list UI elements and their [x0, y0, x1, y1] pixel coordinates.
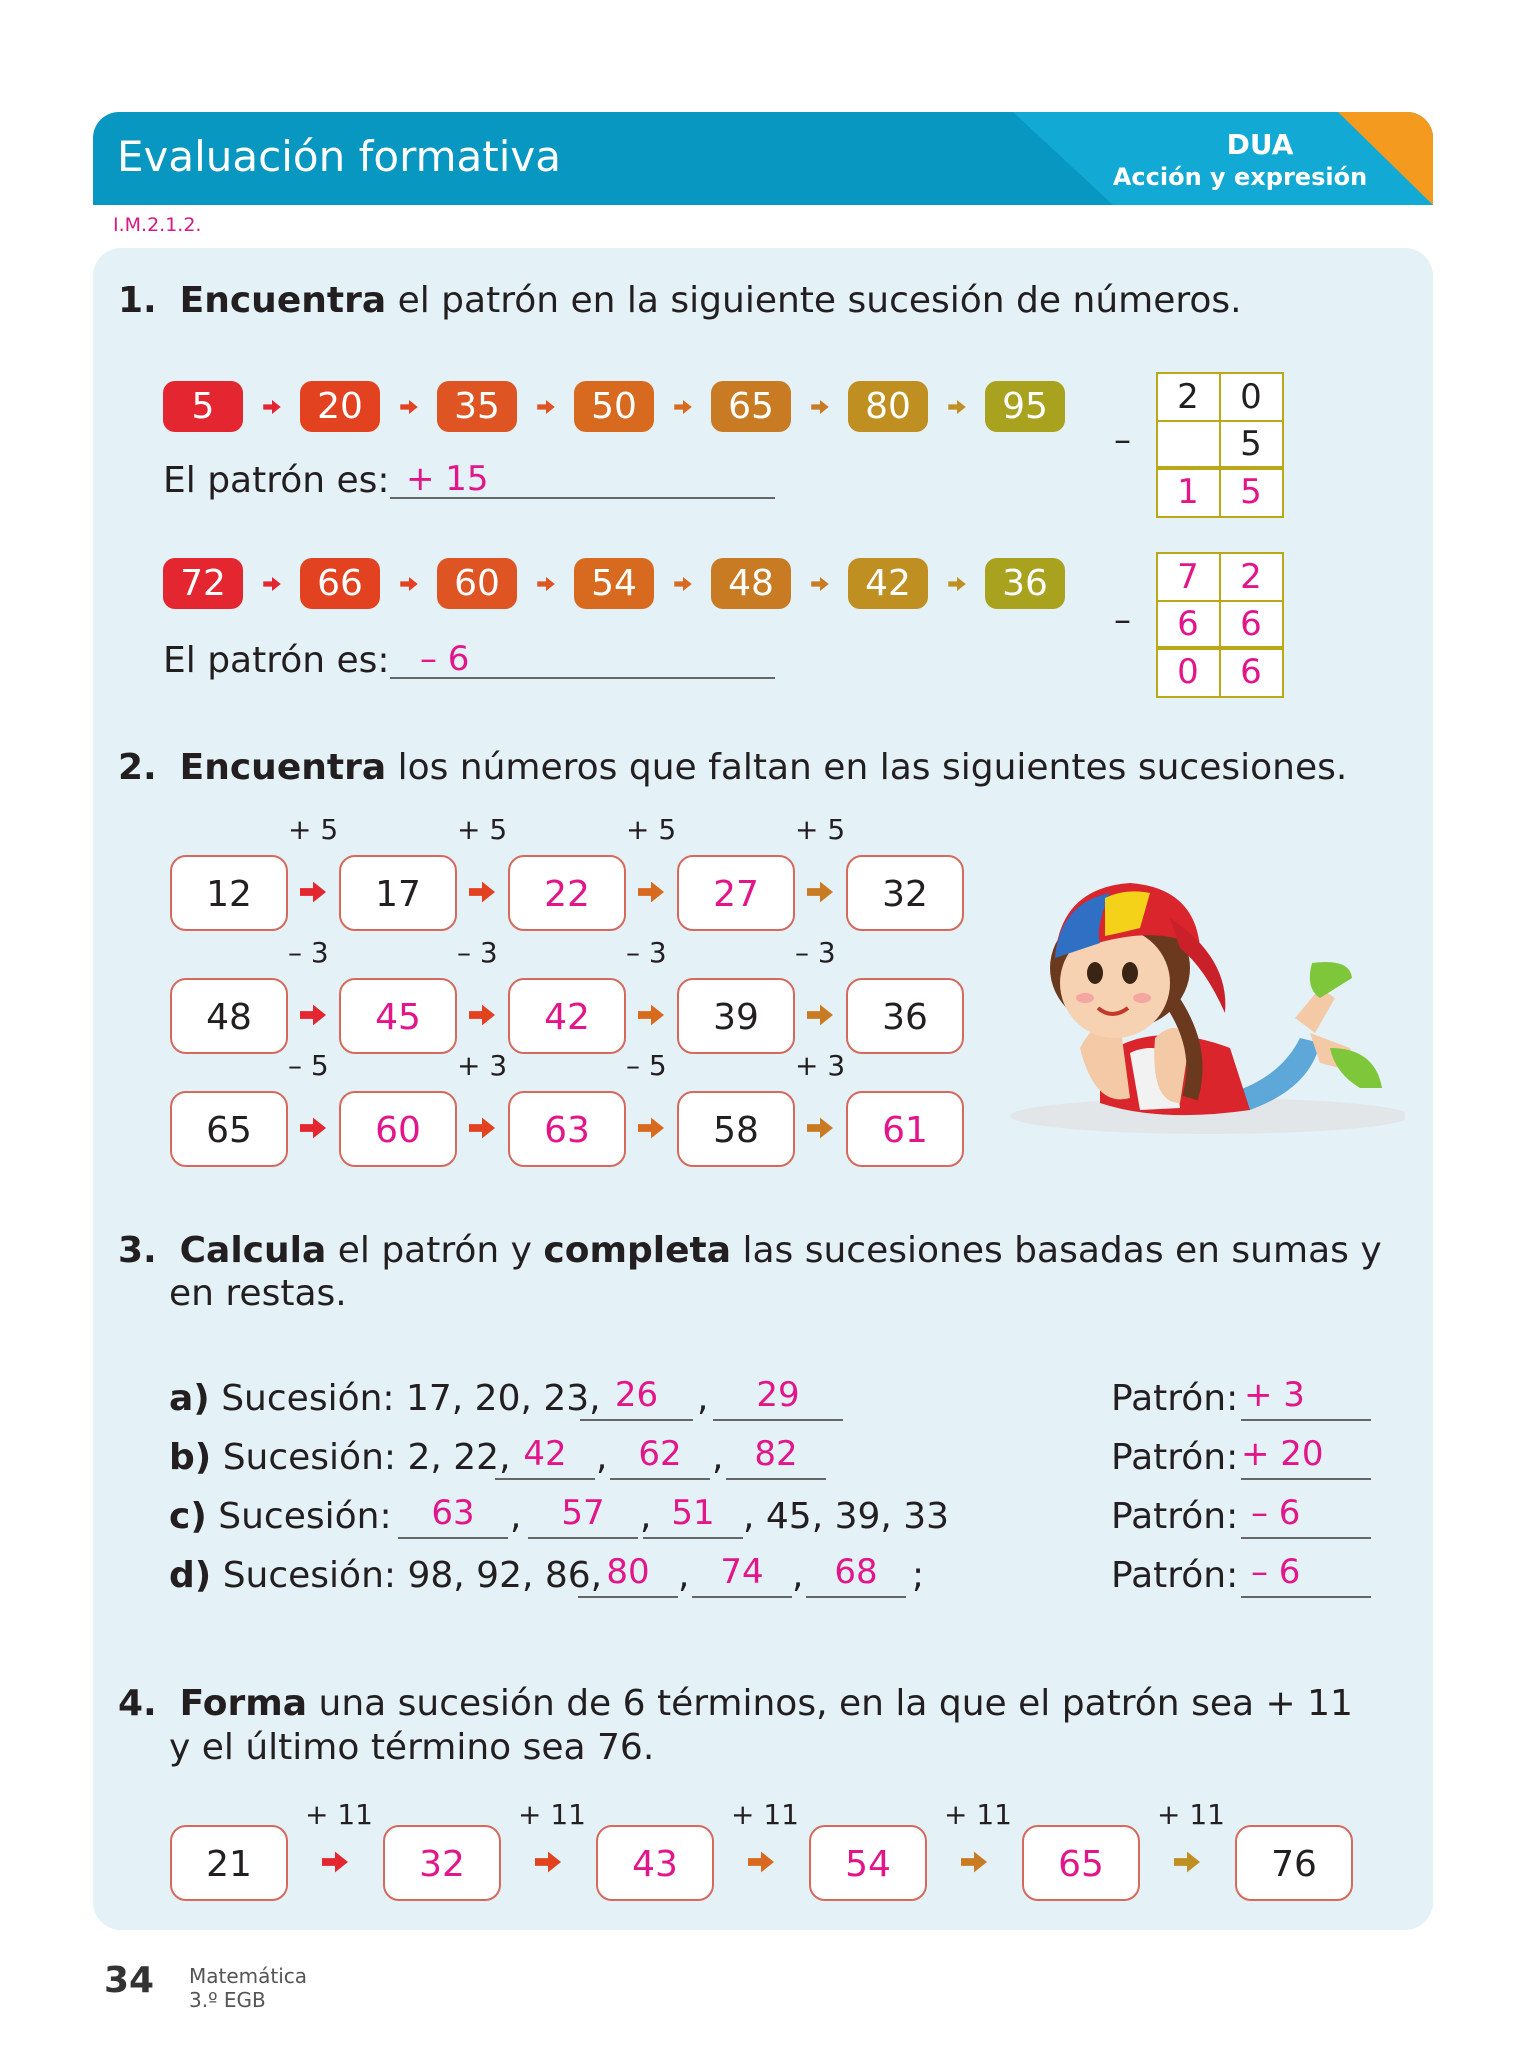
sequence-number: 72	[163, 558, 243, 609]
question-number: 4.	[118, 1683, 157, 1724]
number-box: 17	[339, 855, 457, 931]
girl-illustration	[1000, 848, 1405, 1148]
grid2-answer: 0	[1177, 652, 1199, 692]
comma: ,	[596, 1437, 608, 1478]
arrow-right-icon	[469, 1117, 499, 1141]
q3d-blank-3: 68	[806, 1552, 906, 1598]
question-number: 1.	[118, 280, 157, 321]
arrow-right-icon	[469, 881, 499, 905]
arrow-right-icon	[638, 1117, 668, 1141]
q3a-label: a)	[169, 1378, 210, 1419]
q3b-patron-value: + 20	[1241, 1434, 1324, 1474]
comma: ,	[712, 1437, 724, 1478]
question-number: 2.	[118, 747, 157, 788]
arrow-right-icon	[948, 399, 968, 415]
number-box: 32	[846, 855, 964, 931]
sequence-number: 50	[574, 381, 654, 432]
grid1-answer: 5	[1240, 472, 1262, 512]
operation-label: + 11	[1157, 1798, 1225, 1831]
answer-box: 54	[809, 1825, 927, 1901]
operation-label: – 3	[457, 936, 498, 969]
dua-subtitle: Acción y expresión	[1112, 163, 1368, 191]
question-number: 3.	[118, 1230, 157, 1271]
comma: ,	[678, 1555, 690, 1596]
q3d-row	[169, 1555, 602, 1596]
answer-box: 27	[677, 855, 795, 931]
pattern-label-2: El patrón es:	[163, 640, 390, 681]
arrow-right-icon	[400, 399, 420, 415]
q3c-label: c)	[169, 1496, 207, 1537]
sequence-number: 60	[437, 558, 517, 609]
arrow-right-icon	[469, 1004, 499, 1028]
q3a-row	[169, 1378, 601, 1419]
operation-label: – 5	[288, 1049, 329, 1082]
grid2-cell: 6	[1240, 604, 1262, 644]
answer-box: 32	[383, 1825, 501, 1901]
number-box: 21	[170, 1825, 288, 1901]
answer-box: 65	[1022, 1825, 1140, 1901]
q3c-blank-3: 51	[643, 1493, 743, 1539]
sequence-number: 36	[985, 558, 1065, 609]
subtraction-grid-2	[1156, 552, 1284, 698]
grid2-cell: 2	[1240, 557, 1262, 597]
question-keyword: Calcula	[179, 1230, 327, 1271]
page-number: 34	[104, 1960, 155, 2001]
arrow-right-icon	[807, 1004, 837, 1028]
operation-label: – 5	[626, 1049, 667, 1082]
answer-box: 60	[339, 1091, 457, 1167]
answer-box: 43	[596, 1825, 714, 1901]
pattern-answer-1: + 15	[406, 459, 489, 499]
grid1-answer: 1	[1177, 472, 1199, 512]
question-text: una sucesión de 6 términos, en la que el patrón sea + 11	[307, 1683, 1353, 1724]
number-box: 48	[170, 978, 288, 1054]
question-text: el patrón y	[326, 1230, 544, 1271]
number-box: 36	[846, 978, 964, 1054]
patron-label: Patrón:	[1111, 1378, 1239, 1419]
patron-label: Patrón:	[1111, 1496, 1239, 1537]
grid2-cell: 7	[1177, 557, 1199, 597]
grid1-cell: 5	[1240, 424, 1262, 464]
arrow-right-icon	[638, 881, 668, 905]
footer-subject: Matemática	[189, 1964, 308, 1988]
arrow-right-icon	[263, 576, 283, 592]
indicator-code: I.M.2.1.2.	[113, 214, 202, 236]
q3a-patron	[1241, 1375, 1371, 1421]
sequence-number: 35	[437, 381, 517, 432]
operation-label: + 11	[305, 1798, 373, 1831]
arrow-right-icon	[322, 1851, 352, 1875]
comma: ,	[510, 1496, 522, 1537]
comma: ,	[640, 1496, 652, 1537]
question-4-line-2: y el último término sea 76.	[169, 1727, 655, 1768]
number-box: 58	[677, 1091, 795, 1167]
q3a-blank-2: 29	[713, 1375, 843, 1421]
q3c-patron-value: – 6	[1251, 1493, 1301, 1533]
arrow-right-icon	[537, 399, 557, 415]
operation-label: + 5	[288, 813, 339, 846]
sequence-number: 65	[711, 381, 791, 432]
question-text-2: las sucesiones basadas en sumas y	[731, 1230, 1382, 1271]
operation-label: – 3	[626, 936, 667, 969]
q3c-blank-2: 57	[528, 1493, 638, 1539]
arrow-right-icon	[807, 1117, 837, 1141]
operation-label: + 3	[795, 1049, 846, 1082]
arrow-right-icon	[961, 1851, 991, 1875]
pattern-answer-line-2	[390, 635, 775, 679]
answer-box: 45	[339, 978, 457, 1054]
q3b-blank-3: 82	[726, 1434, 826, 1480]
answer-box: 22	[508, 855, 626, 931]
arrow-right-icon	[674, 399, 694, 415]
grid2-answer: 6	[1240, 652, 1262, 692]
question-text: el patrón en la siguiente sucesión de números.	[386, 280, 1242, 321]
patron-label: Patrón:	[1111, 1437, 1239, 1478]
pattern-answer-line-1	[390, 455, 775, 499]
operation-label: – 3	[795, 936, 836, 969]
q3d-tail: ;	[912, 1555, 925, 1596]
operation-label: + 5	[626, 813, 677, 846]
arrow-right-icon	[537, 576, 557, 592]
q3c-tail: , 45, 39, 33	[743, 1496, 950, 1537]
answer-box: 63	[508, 1091, 626, 1167]
arrow-right-icon	[638, 1004, 668, 1028]
operation-label: + 11	[518, 1798, 586, 1831]
number-box: 12	[170, 855, 288, 931]
arrow-right-icon	[807, 881, 837, 905]
q3d-patron	[1241, 1552, 1371, 1598]
question-2	[118, 747, 1347, 788]
number-box: 65	[170, 1091, 288, 1167]
sequence-number: 48	[711, 558, 791, 609]
question-3-line-2: en restas.	[169, 1273, 347, 1314]
q3b-patron	[1241, 1434, 1371, 1480]
arrow-right-icon	[811, 576, 831, 592]
grid1-cell: 0	[1240, 377, 1262, 417]
sequence-number: 54	[574, 558, 654, 609]
question-4	[118, 1683, 1353, 1724]
question-keyword-2: completa	[543, 1230, 732, 1271]
arrow-right-icon	[811, 399, 831, 415]
arrow-right-icon	[300, 881, 330, 905]
sequence-number: 95	[985, 381, 1065, 432]
q3a-text: Sucesión: 17, 20, 23,	[221, 1378, 601, 1419]
q3d-patron-value: – 6	[1251, 1552, 1301, 1592]
arrow-right-icon	[300, 1004, 330, 1028]
sequence-number: 66	[300, 558, 380, 609]
question-1	[118, 280, 1242, 321]
q3c-text: Sucesión:	[218, 1496, 392, 1537]
q3b-blank-2: 62	[610, 1434, 710, 1480]
grid2-cell: 6	[1177, 604, 1199, 644]
q3b-row	[169, 1437, 511, 1478]
arrow-right-icon	[948, 576, 968, 592]
arrow-right-icon	[748, 1851, 778, 1875]
comma: ,	[792, 1555, 804, 1596]
grid1-cell: 2	[1177, 377, 1199, 417]
q3b-label: b)	[169, 1437, 212, 1478]
q3c-row	[169, 1496, 392, 1537]
operation-label: + 3	[457, 1049, 508, 1082]
q3d-blank-1: 80	[578, 1552, 678, 1598]
q3b-blank-1: 42	[495, 1434, 595, 1480]
number-box: 39	[677, 978, 795, 1054]
question-keyword: Encuentra	[179, 747, 387, 788]
arrow-right-icon	[674, 576, 694, 592]
arrow-right-icon	[300, 1117, 330, 1141]
section-title: Evaluación formativa	[117, 132, 561, 181]
minus-sign-1: –	[1114, 420, 1131, 460]
operation-label: + 11	[944, 1798, 1012, 1831]
operation-label: + 5	[457, 813, 508, 846]
sequence-number: 80	[848, 381, 928, 432]
arrow-right-icon	[535, 1851, 565, 1875]
q3a-blank-1: 26	[580, 1375, 693, 1421]
pattern-answer-2: – 6	[420, 639, 470, 679]
answer-box: 61	[846, 1091, 964, 1167]
answer-box: 42	[508, 978, 626, 1054]
arrow-right-icon	[400, 576, 420, 592]
question-text: los números que faltan en las siguientes sucesiones.	[386, 747, 1348, 788]
minus-sign-2: –	[1114, 600, 1131, 640]
patron-label: Patrón:	[1111, 1555, 1239, 1596]
arrow-right-icon	[263, 399, 283, 415]
sequence-number: 20	[300, 381, 380, 432]
sequence-number: 42	[848, 558, 928, 609]
operation-label: – 3	[288, 936, 329, 969]
q3d-label: d)	[169, 1555, 212, 1596]
q3b-text: Sucesión: 2, 22,	[222, 1437, 511, 1478]
operation-label: + 11	[731, 1798, 799, 1831]
number-box: 76	[1235, 1825, 1353, 1901]
sequence-number: 5	[163, 381, 243, 432]
q3c-patron	[1241, 1493, 1371, 1539]
subtraction-grid-1	[1156, 372, 1284, 518]
pattern-label-1: El patrón es:	[163, 460, 390, 501]
question-3	[118, 1230, 1408, 1271]
question-keyword: Encuentra	[179, 280, 387, 321]
arrow-right-icon	[1174, 1851, 1204, 1875]
q3d-text: Sucesión: 98, 92, 86,	[222, 1555, 603, 1596]
q3d-blank-2: 74	[692, 1552, 792, 1598]
q3c-blank-1: 63	[398, 1493, 508, 1539]
footer-grade: 3.º EGB	[189, 1988, 266, 2012]
operation-label: + 5	[795, 813, 846, 846]
comma: ,	[697, 1378, 709, 1419]
dua-title: DUA	[1226, 128, 1294, 161]
q3a-patron-value: + 3	[1244, 1375, 1305, 1415]
question-keyword: Forma	[179, 1683, 308, 1724]
